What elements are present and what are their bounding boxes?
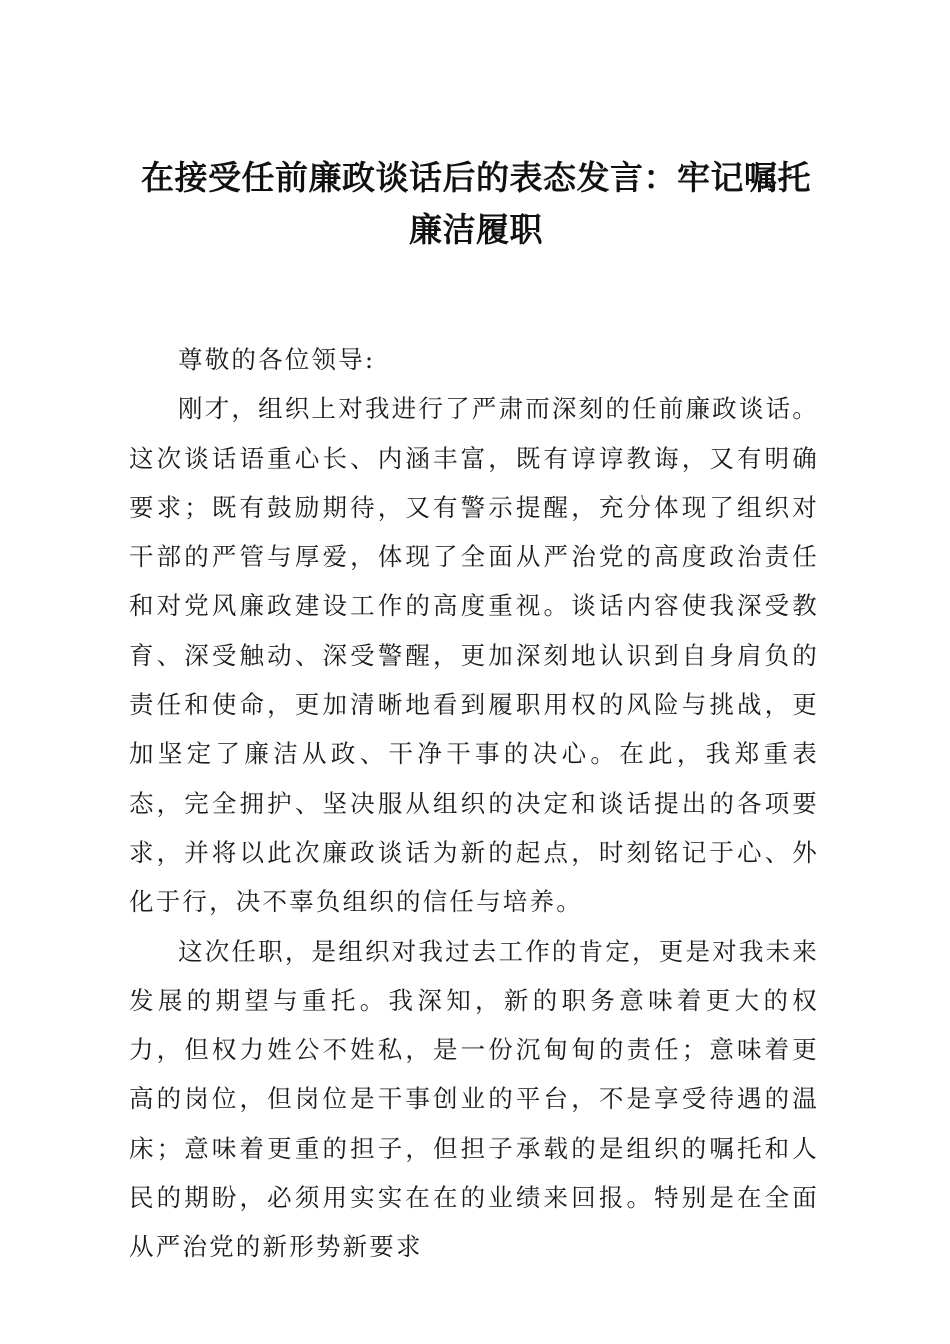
document-title (120, 152, 832, 256)
paragraph-2: 这次任职，是组织对我过去工作的肯定，更是对我未来发展的期望与重托。我深知，新的职务意味着更大的权力，但权力姓公不姓私，是一份沉甸甸的责任；意味着更高的岗位，但岗位是干事创业的平台，不是享受待遇的温床；意味着更重的担子，但担子承载的是组织的嘱托和人民的期盼，必须用实实在在的业绩来回报。特别是在全面从严治党的新形势新要求 (129, 936, 819, 1262)
paragraph-1: 刚才，组织上对我进行了严肃而深刻的任前廉政谈话。这次谈话语重心长、内涵丰富，既有谆谆教诲，又有明确要求；既有鼓励期待，又有警示提醒，充分体现了组织对干部的严管与厚爱，体现了全面从严治党的高度政治责任和对党风廉政建设工作的高度重视。谈话内容使我深受教育、深受触动、深受警醒，更加深刻地认识到自身肩负的责任和使命，更加清晰地看到履职用权的风险与挑战，更加坚定了廉洁从政、干净干事的决心。在此，我郑重表态，完全拥护、坚决服从组织的决定和谈话提出的各项要求，并将以此次廉政谈话为新的起点，时刻铭记于心、外化于行，决不辜负组织的信任与培养。 (129, 394, 819, 917)
document-body (129, 335, 819, 1272)
title-line-2: 廉洁履职 (409, 210, 543, 249)
salutation: 尊敬的各位领导: (178, 345, 376, 374)
title-line-1: 在接受任前廉政谈话后的表态发言：牢记嘱托 (141, 158, 811, 197)
